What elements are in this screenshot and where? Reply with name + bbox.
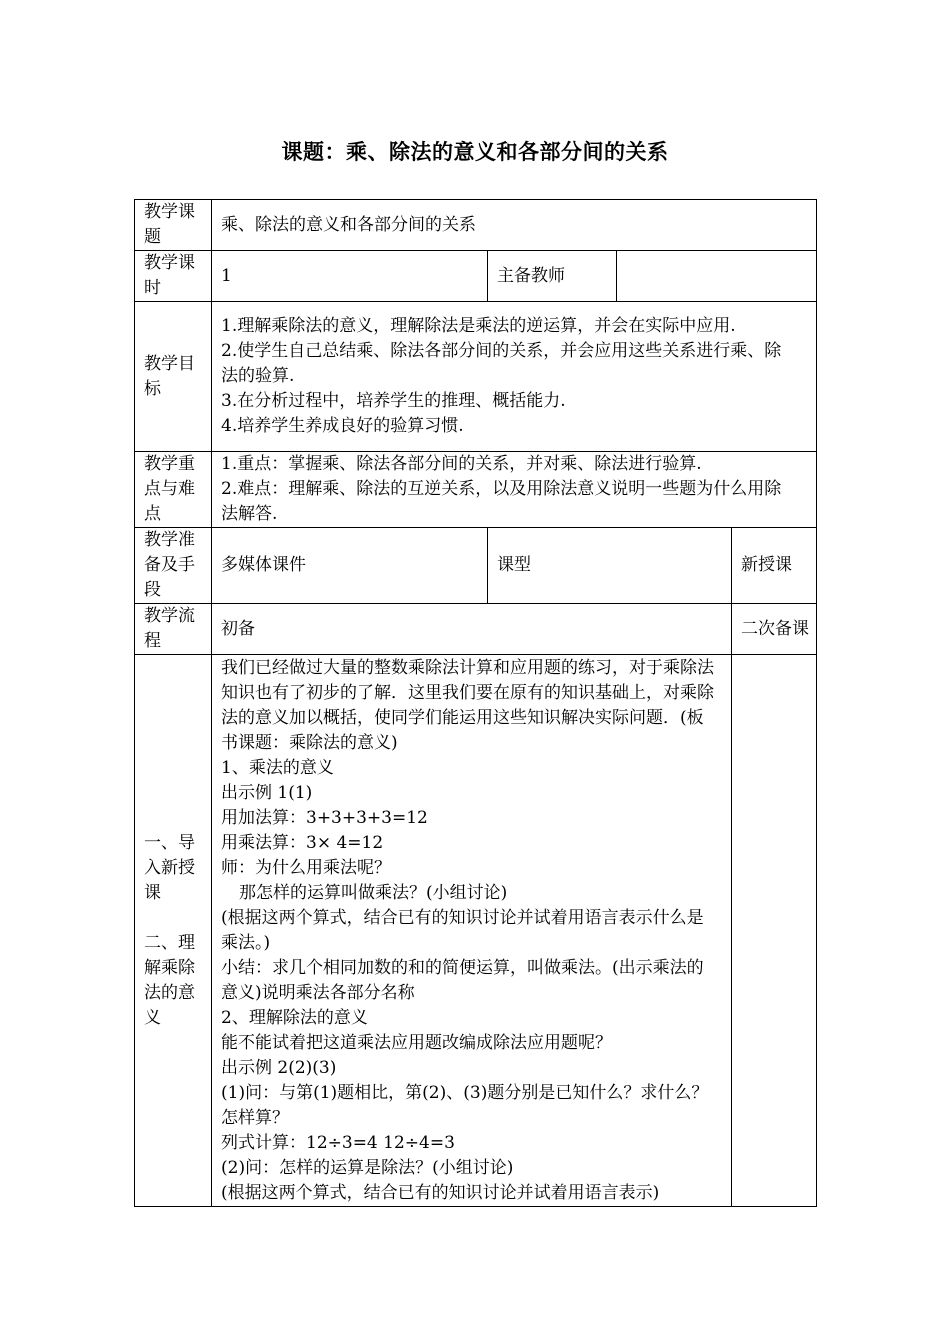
content-line: (根据这两个算式，结合已有的知识讨论并试着用语言表示)	[221, 1183, 660, 1203]
flow-label: 教学流程	[135, 604, 212, 655]
content-line: 1、乘法的意义	[221, 758, 334, 778]
teacher-label: 主备教师	[488, 251, 617, 302]
page-title: 课题：乘、除法的意义和各部分间的关系	[281, 140, 669, 164]
section-meaning-label: 二、理解乘除法的意义	[144, 933, 195, 1028]
lesson-type-value: 新授课	[732, 528, 817, 604]
prep-label: 教学准备及手段	[135, 528, 212, 604]
flow-initial: 初备	[212, 604, 732, 655]
content-line: 出示例 2(2)(3)	[221, 1058, 337, 1078]
row-prep	[135, 528, 817, 604]
key-point-item: 1.重点：掌握乘、除法各部分间的关系，并对乘、除法进行验算.	[221, 454, 702, 474]
content-line: 用加法算：3+3+3+3=12	[221, 808, 428, 828]
content-line: (2)问：怎样的运算是除法？(小组讨论)	[221, 1158, 514, 1178]
goal-item: 4.培养学生养成良好的验算习惯.	[221, 416, 464, 436]
flow-second: 二次备课	[732, 604, 817, 655]
content-line: 那怎样的运算叫做乘法？(小组讨论)	[239, 883, 508, 903]
row-content	[135, 655, 817, 1207]
goal-item: 3.在分析过程中，培养学生的推理、概括能力.	[221, 391, 566, 411]
row-topic	[135, 200, 817, 251]
hours-value: 1	[212, 251, 488, 302]
lesson-content	[212, 655, 732, 1207]
content-line: 我们已经做过大量的整数乘除法计算和应用题的练习，对于乘除法知识也有了初步的了解．这里我们要在原有的知识基础上，对乘除法的意义加以概括，使同学们能运用这些知识解决实际问题．(板书课题：乘除法的意义)	[221, 658, 714, 753]
section-intro-label: 一、导入新授课	[144, 833, 195, 903]
row-goals	[135, 302, 817, 452]
key-points-list	[212, 452, 817, 528]
topic-label: 教学课题	[135, 200, 212, 251]
content-line: 用乘法算：3× 4=12	[221, 833, 384, 853]
goals-list	[212, 302, 817, 452]
goals-label: 教学目标	[135, 302, 212, 452]
prep-value: 多媒体课件	[212, 528, 488, 604]
section-labels	[135, 655, 212, 1207]
key-points-label: 教学重点与难点	[135, 452, 212, 528]
content-line: 能不能试着把这道乘法应用题改编成除法应用题呢？	[221, 1033, 612, 1053]
goal-item: 1.理解乘除法的意义，理解除法是乘法的逆运算，并会在实际中应用.	[221, 316, 736, 336]
lesson-plan-table	[134, 199, 817, 1207]
topic-value: 乘、除法的意义和各部分间的关系	[212, 200, 817, 251]
row-hours	[135, 251, 817, 302]
content-line: 2、理解除法的意义	[221, 1008, 368, 1028]
content-line: 师：为什么用乘法呢？	[221, 858, 391, 878]
row-key-points	[135, 452, 817, 528]
content-line: (根据这两个算式，结合已有的知识讨论并试着用语言表示什么是乘法。)	[221, 908, 704, 953]
key-point-item: 2.难点：理解乘、除法的互逆关系，以及用除法意义说明一些题为什么用除法解答.	[221, 479, 782, 524]
lesson-type-label: 课型	[488, 528, 732, 604]
content-line: 小结：求几个相同加数的和的简便运算，叫做乘法。(出示乘法的意义)说明乘法各部分名称	[221, 958, 704, 1003]
row-flow	[135, 604, 817, 655]
content-line: 列式计算：12÷3=4 12÷4=3	[221, 1133, 455, 1153]
hours-label: 教学课时	[135, 251, 212, 302]
content-line: (1)问：与第(1)题相比，第(2)、(3)题分别是已知什么？求什么？怎样算？	[221, 1083, 709, 1128]
second-prep-column	[732, 655, 817, 1207]
content-line: 出示例 1(1)	[221, 783, 313, 803]
teacher-value	[617, 251, 817, 302]
goal-item: 2.使学生自己总结乘、除法各部分间的关系，并会应用这些关系进行乘、除法的验算.	[221, 341, 782, 386]
